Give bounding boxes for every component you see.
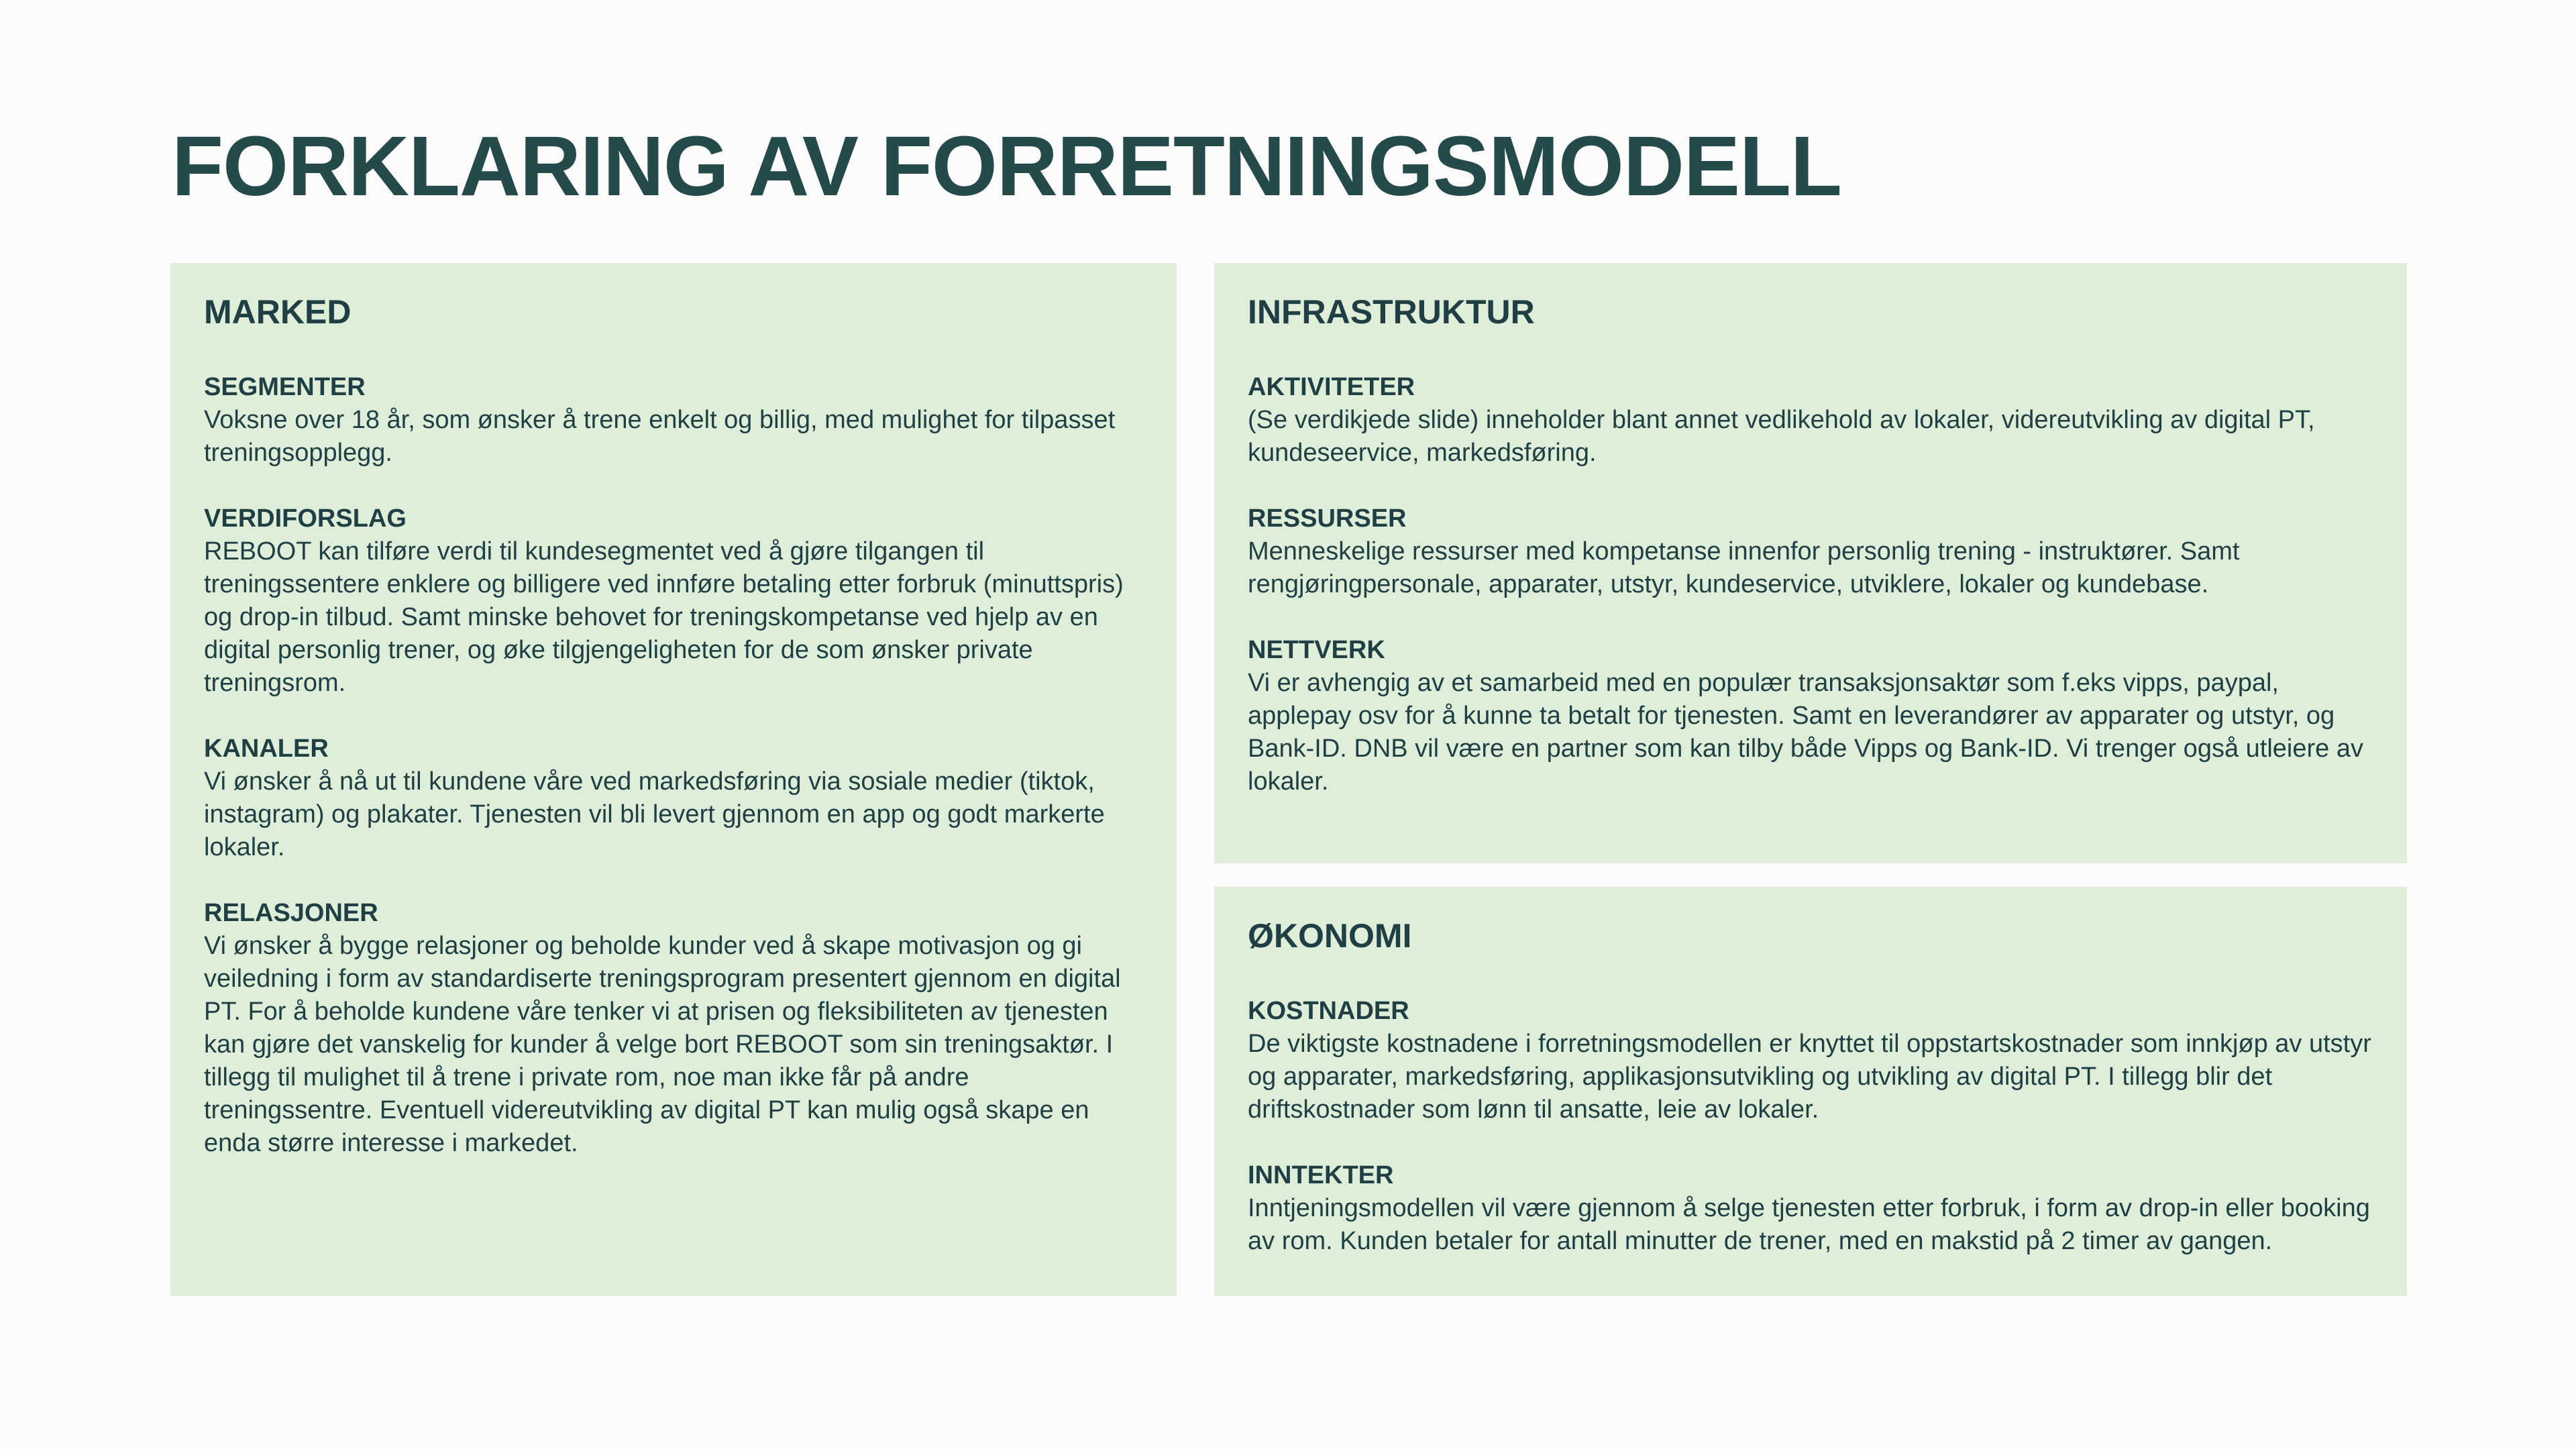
section-heading: KANALER [204,735,329,763]
section-text: Voksne over 18 år, som ønsker å trene enkelt og billig, med mulighet for tilpasset treningsopplegg. [204,406,1116,467]
section-heading: AKTIVITETER [1248,373,1415,401]
section-text: Menneskelige ressurser med kompetanse innenfor personlig trening - instruktører. Samt rengjøringpersonale, apparater, utstyr, kundeservice, utviklere, lokaler og kundebase. [1248,537,2240,598]
section-kanaler [204,733,1143,864]
panel-title-okonomi: ØKONOMI [1248,917,1412,955]
section-heading: RELASJONER [204,899,378,927]
section-heading: VERDIFORSLAG [204,504,407,533]
section-heading: KOSTNADER [1248,997,1409,1025]
section-text: REBOOT kan tilføre verdi til kundesegmentet ved å gjøre tilgangen til treningssentere enklere og billigere ved innføre betaling etter forbruk (minuttspris) og drop-in tilbud. Samt minske behovet for treningskompetanse ved hjelp av en digital personlig trener, og øke tilgjengeligheten for de som ønsker private treningsrom. [204,537,1124,697]
section-heading: SEGMENTER [204,373,366,401]
section-relasjoner [204,897,1143,1160]
section-text: Vi ønsker å nå ut til kundene våre ved markedsføring via sosiale medier (tiktok, instagram) og plakater. Tjenesten vil bli levert gjennom en app og godt markerte lokaler. [204,767,1105,861]
section-heading: NETTVERK [1248,636,1385,664]
section-aktiviteter [1248,371,2373,470]
section-segmenter [204,371,1143,470]
section-text: Vi ønsker å bygge relasjoner og beholde kunder ved å skape motivasjon og gi veiledning i form av standardiserte treningsprogram presentert gjennom en digital PT. For å beholde kundene våre tenker vi at prisen og fleksibiliteten av tjenesten kan gjøre det vanskelig for kunder å velge bort REBOOT som sin treningsaktør. I tillegg til mulighet til å trene i private rom, noe man ikke får på andre treningssentre. Eventuell videreutvikling av digital PT kan mulig også skape en enda større interesse i markedet. [204,932,1121,1157]
panel-infrastruktur [1214,263,2407,863]
section-text: Vi er avhengig av et samarbeid med en populær transaksjonsaktør som f.eks vipps, paypal, applepay osv for å kunne ta betalt for tjenesten. Samt en leverandører av apparater og utstyr, og Bank-ID. DNB vil være en partner som kan tilby både Vipps og Bank-ID. Vi trenger også utleiere av lokaler. [1248,669,2363,796]
section-text: De viktigste kostnadene i forretningsmodellen er knyttet til oppstartskostnader som innkjøp av utstyr og apparater, markedsføring, applikasjonsutvikling og utvikling av digital PT. I tillegg blir det driftskostnader som lønn til ansatte, leie av lokaler. [1248,1030,2371,1124]
section-inntekter [1248,1159,2373,1258]
section-kostnader [1248,995,2373,1126]
section-heading: INNTEKTER [1248,1161,1394,1189]
section-heading: RESSURSER [1248,504,1407,533]
page-title: FORKLARING AV FORRETNINGSMODELL [172,119,1841,213]
section-verdiforslag [204,502,1143,700]
section-nettverk [1248,634,2373,798]
panel-okonomi [1214,887,2407,1296]
section-text: Inntjeningsmodellen vil være gjennom å selge tjenesten etter forbruk, i form av drop-in eller booking av rom. Kunden betaler for antall minutter de trener, med en makstid på 2 timer av gangen. [1248,1194,2370,1255]
section-ressurser [1248,502,2373,601]
panel-marked [170,263,1177,1296]
panel-title-marked: MARKED [204,293,352,331]
panel-title-infrastruktur: INFRASTRUKTUR [1248,293,1535,331]
section-text: (Se verdikjede slide) inneholder blant annet vedlikehold av lokaler, videreutvikling av digital PT, kundeseervice, markedsføring. [1248,406,2315,467]
